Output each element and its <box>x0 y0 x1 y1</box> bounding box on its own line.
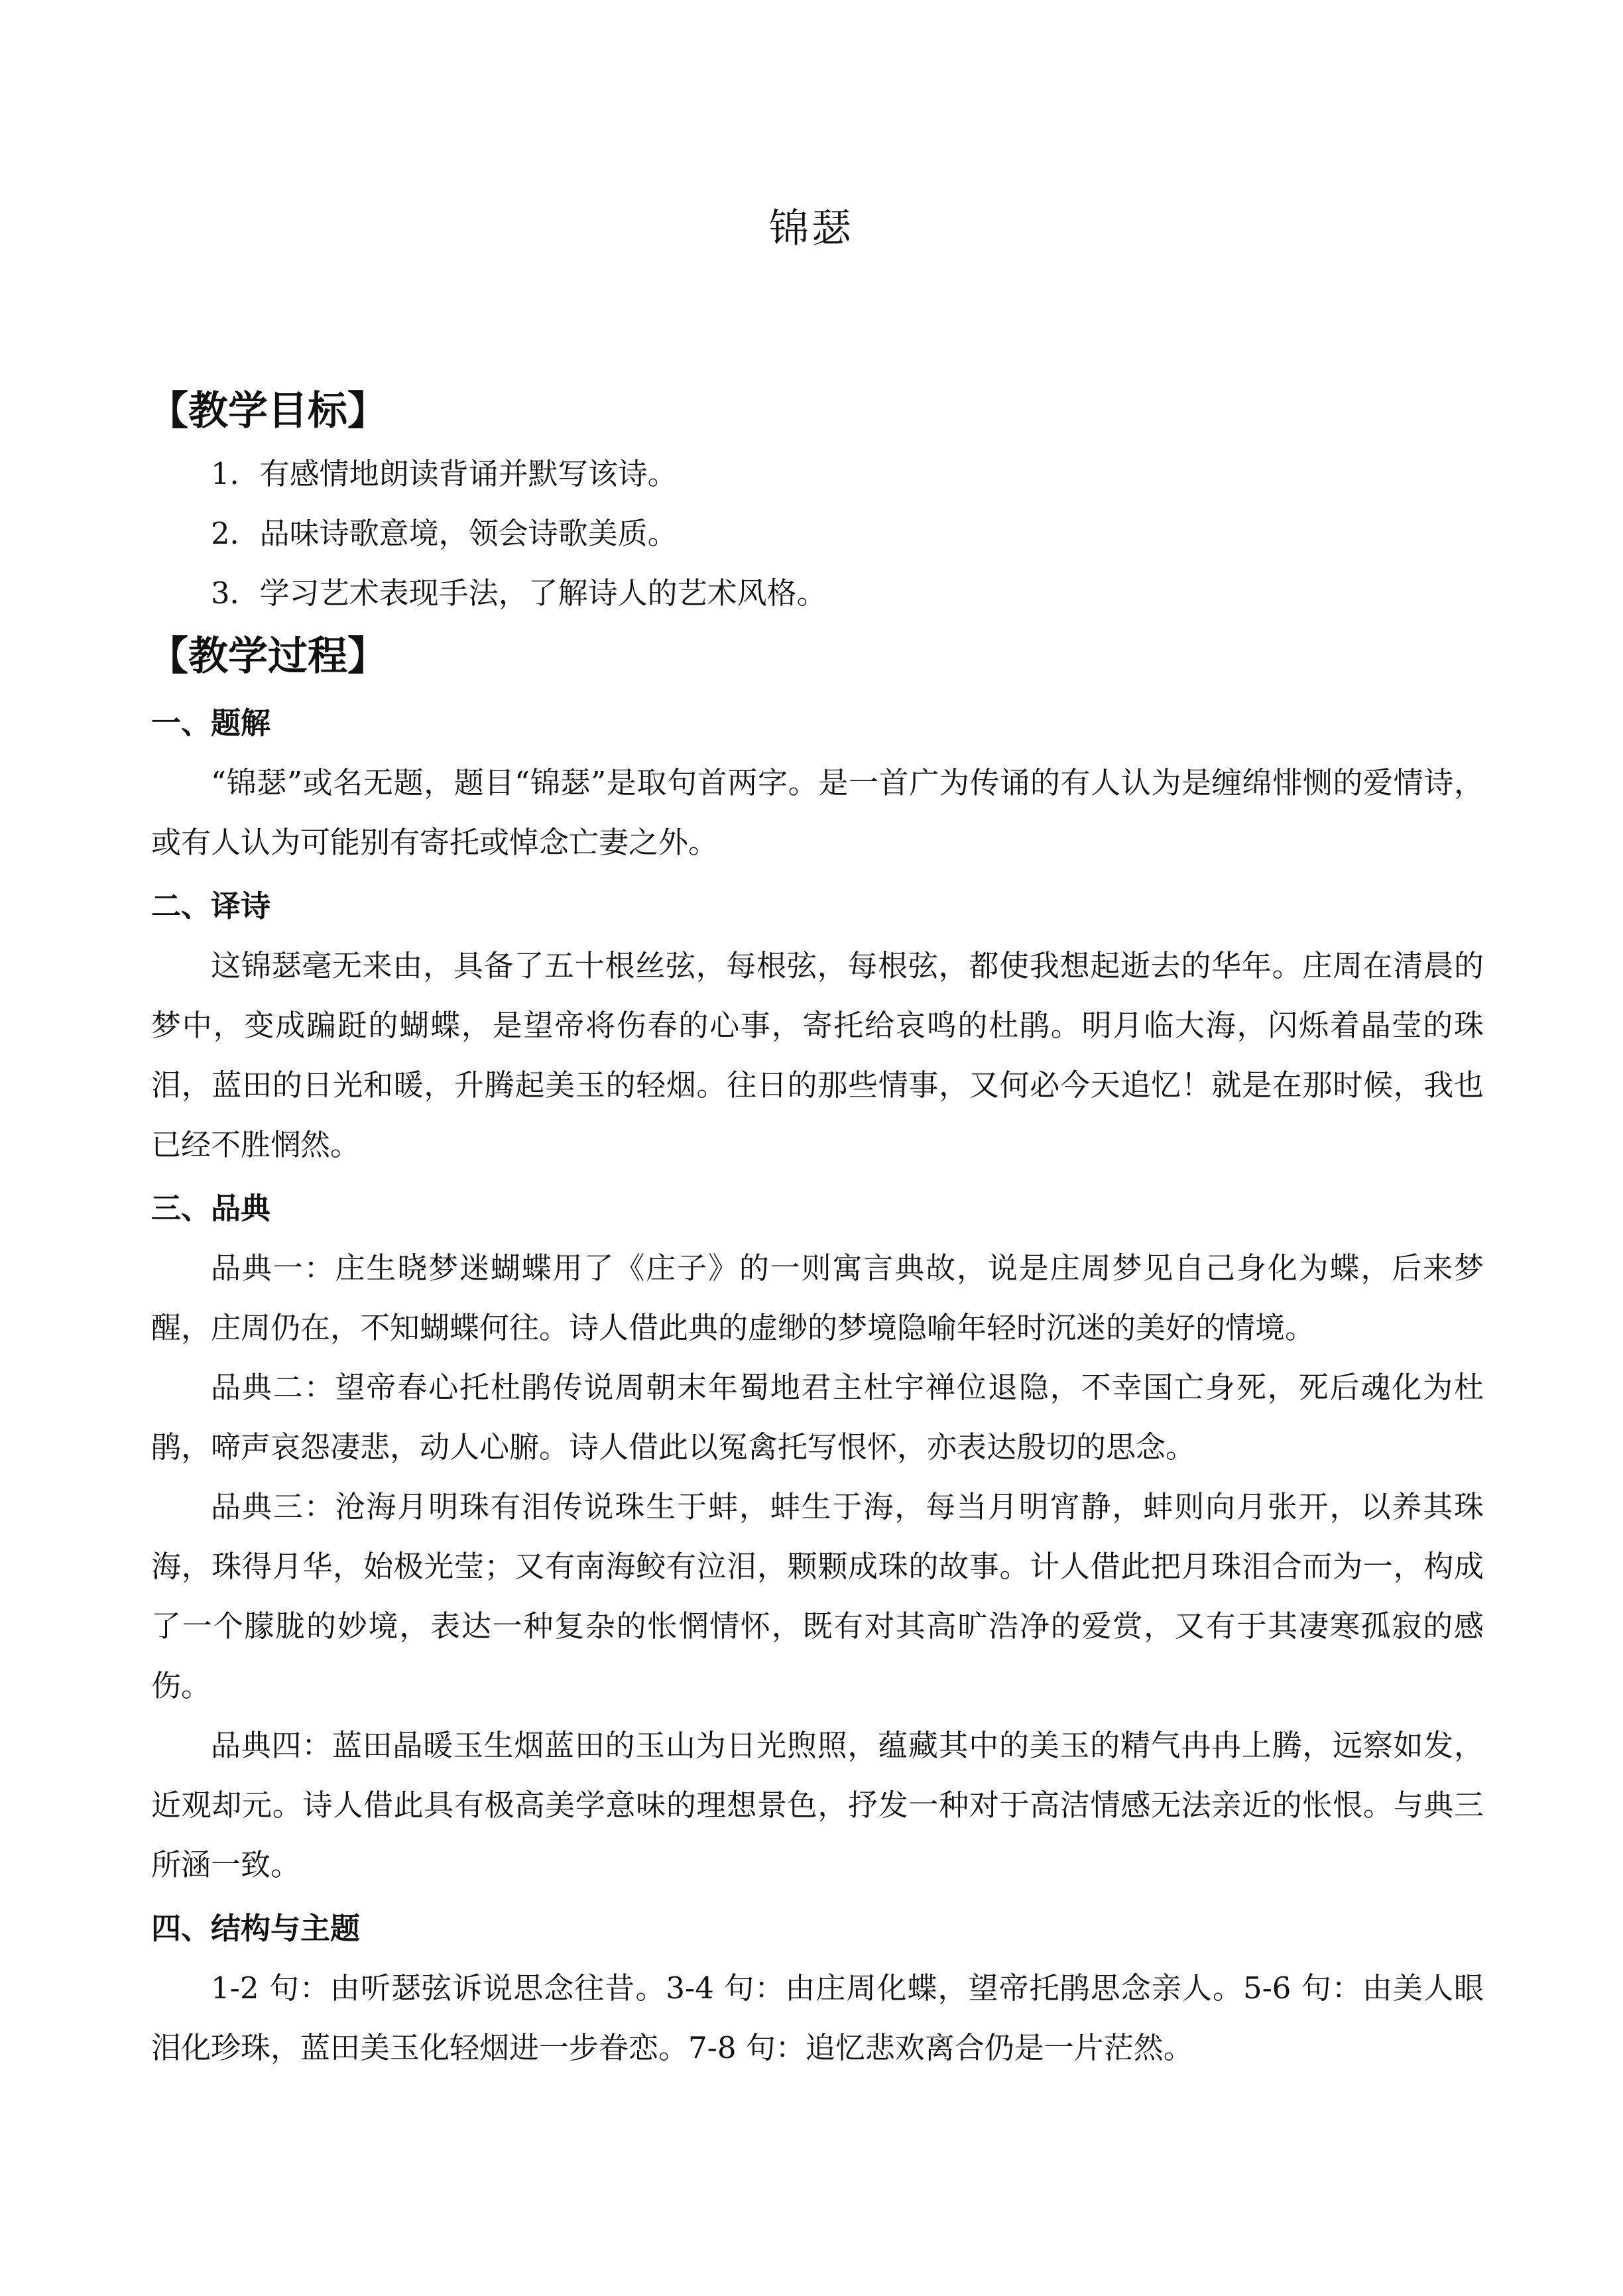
paragraph: 1-2 句：由听瑟弦诉说思念往昔。3-4 句：由庄周化蝶，望帝托鹃思念亲人。5-6 句：由美人眼泪化珍珠，蓝田美玉化轻烟进一步眷恋。7-8 句：追忆悲欢离合仍是一片茫然。 <box>151 1970 1484 2065</box>
section-heading-tijie: 一、题解 <box>151 705 271 741</box>
document-body <box>151 378 1484 2078</box>
paragraph: 品典四：蓝田晶暖玉生烟蓝田的玉山为日光煦照，蕴藏其中的美玉的精气冉冉上腾，远察如发，近观却元。诗人借此具有极高美学意味的理想景色，抒发一种对于高洁情感无法亲近的怅恨。与典三所涵一致。 <box>151 1728 1484 1882</box>
section-heading-pindian: 三、品典 <box>151 1191 271 1226</box>
objective-item: 2．品味诗歌意境，领会诗歌美质。 <box>211 516 678 551</box>
section-heading-jiegou: 四、结构与主题 <box>151 1911 361 1946</box>
paragraph: 品典一：庄生晓梦迷蝴蝶用了《庄子》的一则寓言典故，说是庄周梦见自己身化为蝶，后来梦醒，庄周仍在，不知蝴蝶何往。诗人借此典的虚缈的梦境隐喻年轻时沉迷的美好的情境。 <box>151 1250 1484 1345</box>
objectives-heading: 【教学目标】 <box>149 388 387 434</box>
process-heading: 【教学过程】 <box>149 633 387 680</box>
paragraph: 这锦瑟毫无来由，具备了五十根丝弦，每根弦，每根弦，都使我想起逝去的华年。庄周在清晨的梦中，变成蹁跹的蝴蝶，是望帝将伤春的心事，寄托给哀鸣的杜鹃。明月临大海，闪烁着晶莹的珠泪，蓝田的日光和暖，升腾起美玉的轻烟。往日的那些情事，又何必今天追忆！就是在那时候，我也已经不胜惘然。 <box>151 948 1484 1162</box>
paragraph: 品典二：望帝春心托杜鹃传说周朝末年蜀地君主杜宇禅位退隐，不幸国亡身死，死后魂化为杜鹃，啼声哀怨凄悲，动人心腑。诗人借此以冤禽托写恨怀，亦表达殷切的思念。 <box>151 1370 1484 1465</box>
objective-item: 3．学习艺术表现手法，了解诗人的艺术风格。 <box>211 575 827 611</box>
paragraph: 品典三：沧海月明珠有泪传说珠生于蚌，蚌生于海，每当月明宵静，蚌则向月张开，以养其珠海，珠得月华，始极光莹；又有南海鲛有泣泪，颗颗成珠的故事。计人借此把月珠泪合而为一，构成了一个朦胧的妙境，表达一种复杂的怅惘情怀，既有对其高旷浩净的爱赏，又有于其凄寒孤寂的感伤。 <box>151 1489 1484 1703</box>
paragraph: “锦瑟”或名无题，题目“锦瑟”是取句首两字。是一首广为传诵的有人认为是缠绵悱恻的爱情诗，或有人认为可能别有寄托或悼念亡妻之外。 <box>151 765 1484 860</box>
document-title: 锦瑟 <box>769 206 854 252</box>
objective-item: 1．有感情地朗读背诵并默写该诗。 <box>211 456 678 491</box>
section-heading-yishi: 二、译诗 <box>151 888 271 924</box>
